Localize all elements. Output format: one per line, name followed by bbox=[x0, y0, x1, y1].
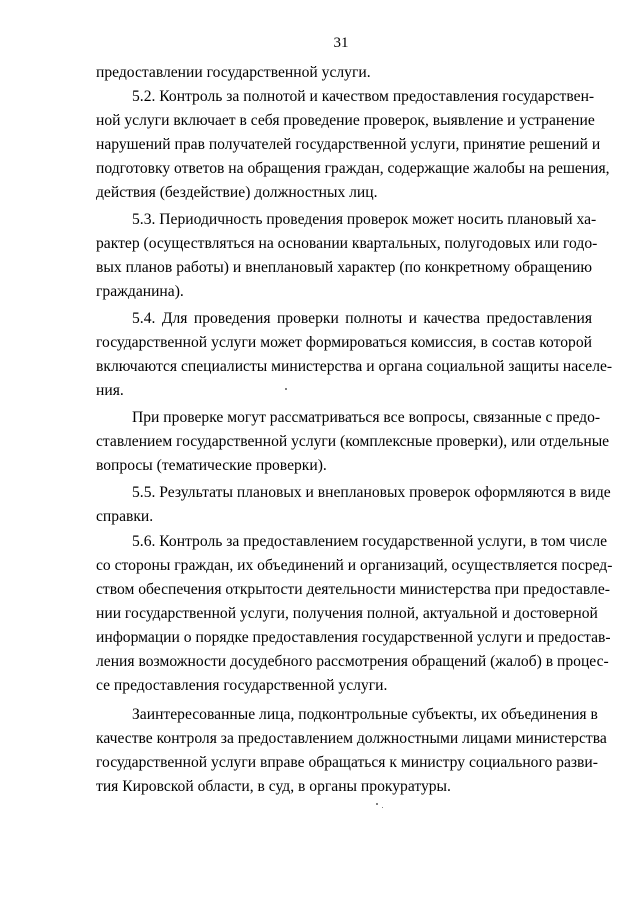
paragraph-5-2-line: действия (бездействие) должностных лиц. bbox=[96, 184, 378, 201]
paragraph-5-2-line: нарушений прав получателей государственной услуги, принятие решений и bbox=[96, 136, 601, 153]
paragraph-5-3-line: вых планов работы) и внеплановый характер (по конкретному обращению bbox=[96, 259, 592, 276]
paragraph-5-4-line: государственной услуги может формироваться комиссия, в состав которой bbox=[96, 334, 592, 351]
paragraph-5-5-line: справки. bbox=[96, 508, 154, 525]
paragraph-5-6-line: ления возможности досудебного рассмотрения обращений (жалоб) в процес- bbox=[96, 653, 609, 670]
paragraph-5-4-line: 5.4. Для проведения проверки полноты и качества предоставления bbox=[132, 310, 592, 327]
paragraph-5-3-line: рактер (осуществляться на основании квартальных, полугодовых или годо- bbox=[96, 235, 598, 252]
paragraph-interested-line: качестве контроля за предоставлением должностными лицами министерства bbox=[96, 730, 607, 747]
scan-speck bbox=[285, 388, 287, 390]
paragraph-5-3-line: 5.3. Периодичность проведения проверок может носить плановый ха- bbox=[132, 211, 597, 228]
paragraph-5-6-line: 5.6. Контроль за предоставлением государственной услуги, в том числе bbox=[132, 533, 608, 550]
paragraph-5-6-line: ством обеспечения открытости деятельности министерства при предоставле- bbox=[96, 581, 610, 598]
paragraph-check-line: вопросы (тематические проверки). bbox=[96, 457, 327, 474]
paragraph-5-2-line: подготовку ответов на обращения граждан, содержащие жалобы на решения, bbox=[96, 160, 610, 177]
paragraph-5-6-line: информации о порядке предоставления государственной услуги и предостав- bbox=[96, 629, 611, 646]
paragraph-interested-line: государственной услуги вправе обращаться к министру социального разви- bbox=[96, 754, 598, 771]
paragraph-5-2-line: ной услуги включает в себя проведение проверок, выявление и устранение bbox=[96, 112, 595, 129]
paragraph-5-4-line: включаются специалисты министерства и органа социальной защиты населе- bbox=[96, 358, 613, 375]
paragraph-5-6-line: нии государственной услуги, получения полной, актуальной и достоверной bbox=[96, 605, 598, 622]
paragraph-5-4-line: ния. bbox=[96, 382, 124, 399]
paragraph-continuation-line: предоставлении государственной услуги. bbox=[96, 64, 371, 81]
page-number: 31 bbox=[333, 35, 349, 51]
paragraph-interested-line: Заинтересованные лица, подконтрольные субъекты, их объединения в bbox=[132, 706, 598, 723]
paragraph-check-line: ставлением государственной услуги (комплексные проверки), или отдельные bbox=[96, 433, 610, 450]
scan-speck bbox=[382, 807, 383, 808]
paragraph-5-3-line: гражданина). bbox=[96, 283, 184, 300]
paragraph-5-6-line: се предоставления государственной услуги. bbox=[96, 677, 388, 694]
paragraph-interested-line: тия Кировской области, в суд, в органы прокуратуры. bbox=[96, 778, 451, 795]
scan-speck bbox=[376, 803, 378, 805]
paragraph-5-5-line: 5.5. Результаты плановых и внеплановых проверок оформляются в виде bbox=[132, 484, 611, 501]
paragraph-check-line: При проверке могут рассматриваться все вопросы, связанные с предо- bbox=[132, 409, 601, 426]
paragraph-5-6-line: со стороны граждан, их объединений и организаций, осуществляется посред- bbox=[96, 557, 613, 574]
paragraph-5-2-line: 5.2. Контроль за полнотой и качеством предоставления государствен- bbox=[132, 88, 595, 105]
